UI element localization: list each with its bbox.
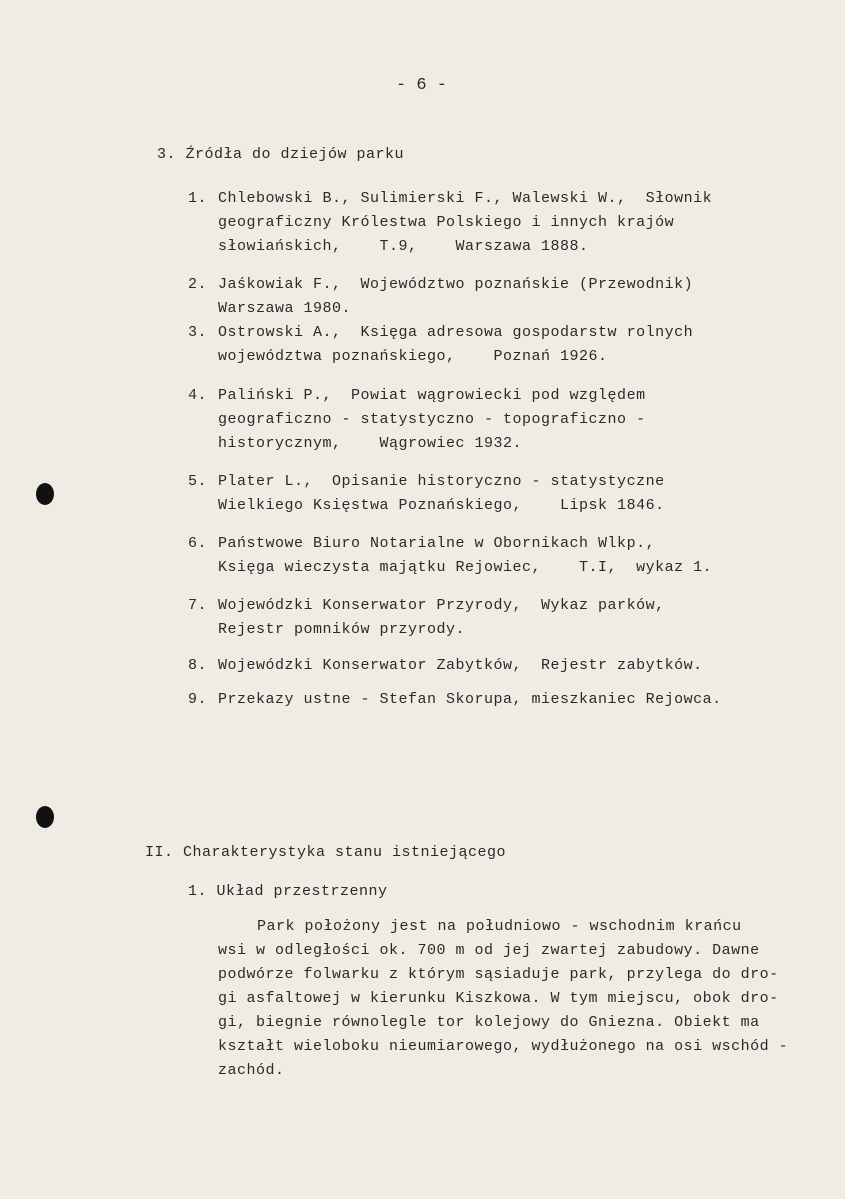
- paragraph-line: Park położony jest na południowo - wschodnim krańcu: [257, 918, 742, 935]
- item-line: geograficzny Królestwa Polskiego i innych krajów: [218, 214, 675, 231]
- item-line: Wielkiego Księstwa Poznańskiego, Lipsk 1846.: [218, 497, 665, 514]
- paragraph-line: kształt wieloboku nieumiarowego, wydłużonego na osi wschód -: [218, 1038, 789, 1055]
- item-line: Rejestr pomników przyrody.: [218, 621, 466, 638]
- item-number: 8.: [188, 657, 208, 674]
- item-number: 2.: [188, 276, 208, 293]
- item-line: Chlebowski B., Sulimierski F., Walewski W., Słownik: [218, 190, 713, 207]
- page-number: - 6 -: [396, 76, 448, 95]
- paragraph-line: podwórze folwarku z którym sąsiaduje park, przylega do dro-: [218, 966, 779, 983]
- item-line: Państwowe Biuro Notarialne w Obornikach Wlkp.,: [218, 535, 656, 552]
- item-number: 1.: [188, 190, 208, 207]
- item-line: województwa poznańskiego, Poznań 1926.: [218, 348, 608, 365]
- item-line: historycznym, Wągrowiec 1932.: [218, 435, 523, 452]
- item-number: 5.: [188, 473, 208, 490]
- item-number: 4.: [188, 387, 208, 404]
- item-number: 6.: [188, 535, 208, 552]
- item-line: Księga wieczysta majątku Rejowiec, T.I, wykaz 1.: [218, 559, 713, 576]
- item-number: 7.: [188, 597, 208, 614]
- item-number: 9.: [188, 691, 208, 708]
- paragraph-line: gi asfaltowej w kierunku Kiszkowa. W tym miejscu, obok dro-: [218, 990, 779, 1007]
- paragraph-line: wsi w odległości ok. 700 m od jej zwartej zabudowy. Dawne: [218, 942, 760, 959]
- item-line: słowiańskich, T.9, Warszawa 1888.: [218, 238, 589, 255]
- item-number: 3.: [188, 324, 208, 341]
- section-heading: II. Charakterystyka stanu istniejącego: [145, 844, 507, 861]
- section-heading: 3. Źródła do dziejów parku: [157, 146, 405, 163]
- item-line: Warszawa 1980.: [218, 300, 352, 317]
- item-line: Wojewódzki Konserwator Przyrody, Wykaz parków,: [218, 597, 665, 614]
- item-line: Paliński P., Powiat wągrowiecki pod względem: [218, 387, 646, 404]
- paragraph-line: gi, biegnie równolegle tor kolejowy do Gniezna. Obiekt ma: [218, 1014, 760, 1031]
- paragraph-line: zachód.: [218, 1062, 285, 1079]
- punch-hole: [36, 483, 54, 505]
- item-line: geograficzno - statystyczno - topograficzno -: [218, 411, 646, 428]
- item-line: Plater L., Opisanie historyczno - statystyczne: [218, 473, 665, 490]
- subsection-heading: 1. Układ przestrzenny: [188, 883, 388, 900]
- item-line: Przekazy ustne - Stefan Skorupa, mieszkaniec Rejowca.: [218, 691, 722, 708]
- item-line: Wojewódzki Konserwator Zabytków, Rejestr zabytków.: [218, 657, 703, 674]
- item-line: Jaśkowiak F., Województwo poznańskie (Przewodnik): [218, 276, 694, 293]
- item-line: Ostrowski A., Księga adresowa gospodarstw rolnych: [218, 324, 694, 341]
- punch-hole: [36, 806, 54, 828]
